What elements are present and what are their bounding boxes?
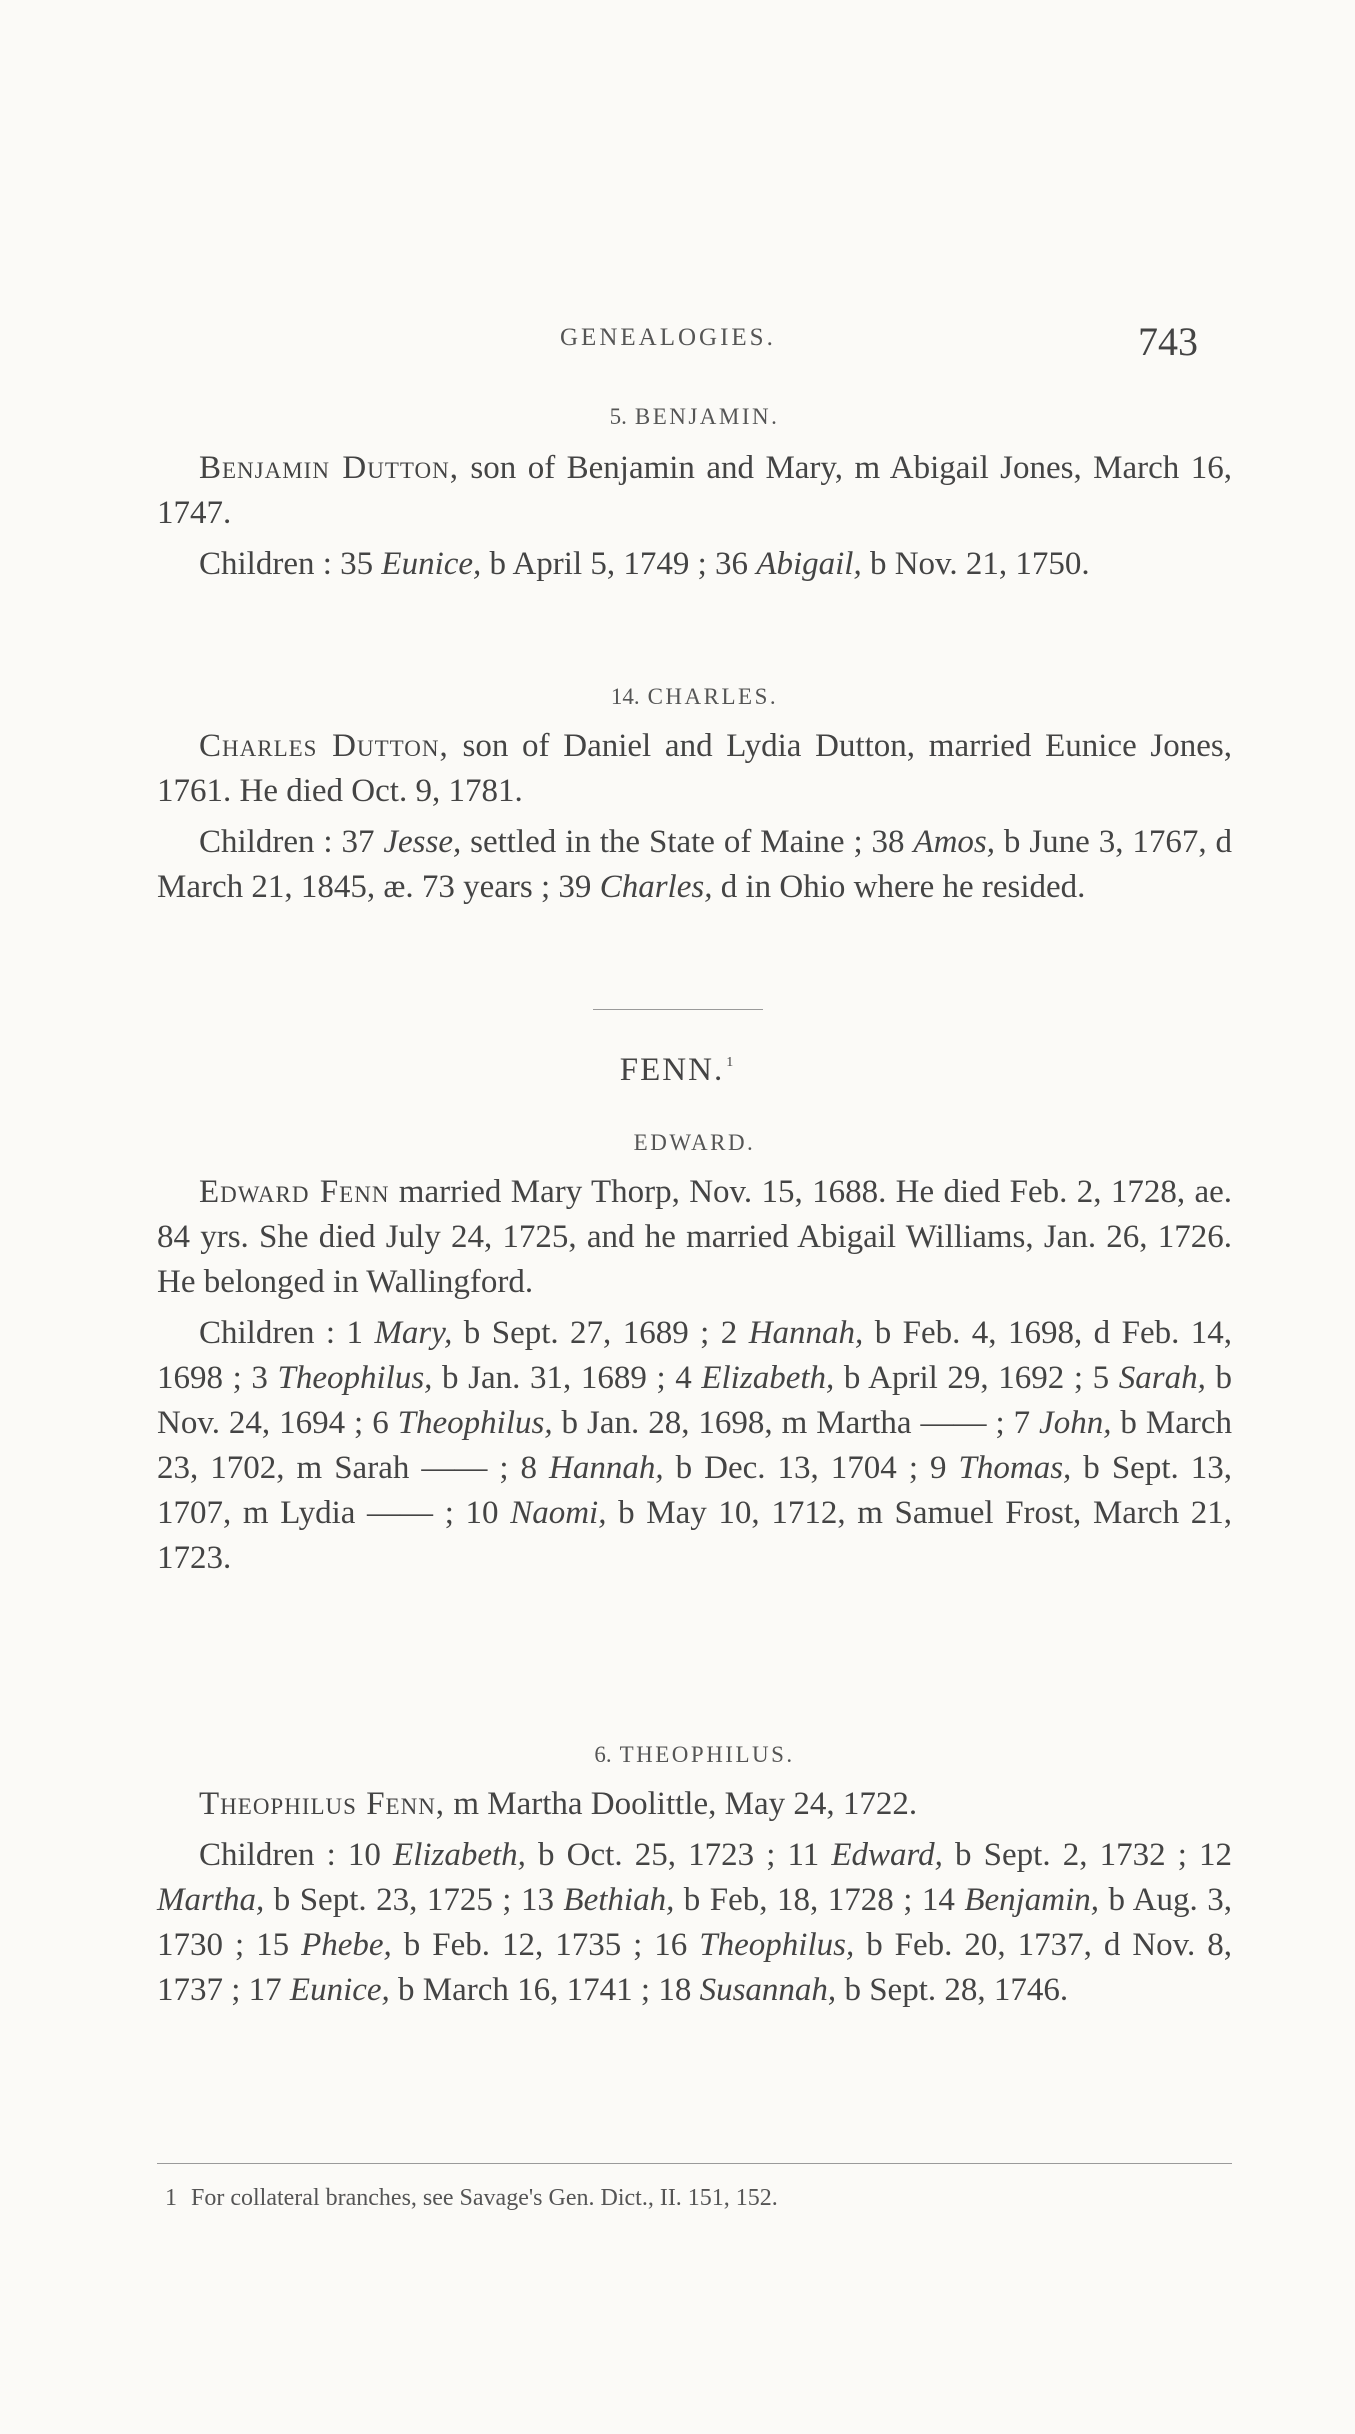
running-head [0, 318, 1355, 378]
section-edward [157, 1128, 1232, 1581]
section-heading: 6. THEOPHILUS. [594, 1742, 795, 1767]
paragraph-charles-dutton: Charles Dutton, son of Daniel and Lydia Dutton, married Eunice Jones, 1761. He died Oct. 9, 1781. [157, 728, 1233, 809]
footnote-number: 1 [165, 2185, 177, 2211]
paragraph-edward-fenn: Edward Fenn married Mary Thorp, Nov. 15, 1688. He died Feb. 2, 1728, ae. 84 yrs. She died July 24, 1725, and he married Abigail Williams, Jan. 26, 1726. He belonged in Wallingford. [157, 1174, 1232, 1300]
section-theophilus [157, 1740, 1232, 2013]
section-charles [157, 682, 1232, 910]
paragraph-children: Children : 37 Jesse, settled in the State of Maine ; 38 Amos, b June 3, 1767, d March 21, 1845, æ. 73 years ; 39 Charles, d in Ohio where he resided. [157, 824, 1232, 905]
section-heading: 5. BENJAMIN. [609, 404, 780, 429]
section-heading: EDWARD. [633, 1130, 756, 1155]
section-benjamin [157, 402, 1232, 587]
person-name: Edward Fenn [199, 1174, 390, 1210]
footnote-mark: 1 [726, 1055, 736, 1070]
footnote-divider [157, 2163, 1232, 2164]
person-name: Theophilus Fenn, [199, 1786, 446, 1822]
paragraph-theophilus-fenn: Theophilus Fenn, m Martha Doolittle, May 24, 1722. [199, 1786, 918, 1822]
paragraph-children: Children : 35 Eunice, b April 5, 1749 ; 36 Abigail, b Nov. 21, 1750. [199, 546, 1090, 582]
paragraph-benjamin-dutton: Benjamin Dutton, son of Benjamin and Mary, m Abigail Jones, March 16, 1747. [157, 450, 1232, 531]
footnote [165, 2185, 778, 2212]
paragraph-children: Children : 10 Elizabeth, b Oct. 25, 1723 ; 11 Edward, b Sept. 2, 1732 ; 12 Martha, b Sept. 23, 1725 ; 13 Bethiah, b Feb, 18, 1728 ; 14 Benjamin, b Aug. 3, 1730 ; 15 Phebe, b Feb. 12, 1735 ; 16 Theophilus, b Feb. 20, 1737, d Nov. 8, 1737 ; 17 Eunice, b March 16, 1741 ; 18 Susannah, b Sept. 28, 1746. [157, 1837, 1233, 2008]
section-heading: 14. CHARLES. [610, 684, 779, 709]
paragraph-children: Children : 1 Mary, b Sept. 27, 1689 ; 2 Hannah, b Feb. 4, 1698, d Feb. 14, 1698 ; 3 Theophilus, b Jan. 31, 1689 ; 4 Elizabeth, b April 29, 1692 ; 5 Sarah, b Nov. 24, 1694 ; 6 Theophilus, b Jan. 28, 1698, m Martha —— ; 7 John, b March 23, 1702, m Sarah —— ; 8 Hannah, b Dec. 13, 1704 ; 9 Thomas, b Sept. 13, 1707, m Lydia —— ; 10 Naomi, b May 10, 1712, m Samuel Frost, March 21, 1723. [157, 1315, 1233, 1576]
person-name: Charles Dutton, [199, 728, 449, 764]
section-divider [593, 1009, 763, 1010]
footnote-text: For collateral branches, see Savage's Gen. Dict., II. 151, 152. [191, 2185, 778, 2211]
person-name: Benjamin Dutton, [199, 450, 459, 486]
running-title: GENEALOGIES. [560, 324, 776, 351]
family-title: FENN. $^1$ [619, 1052, 736, 1088]
page-number: 743 [1138, 319, 1198, 364]
